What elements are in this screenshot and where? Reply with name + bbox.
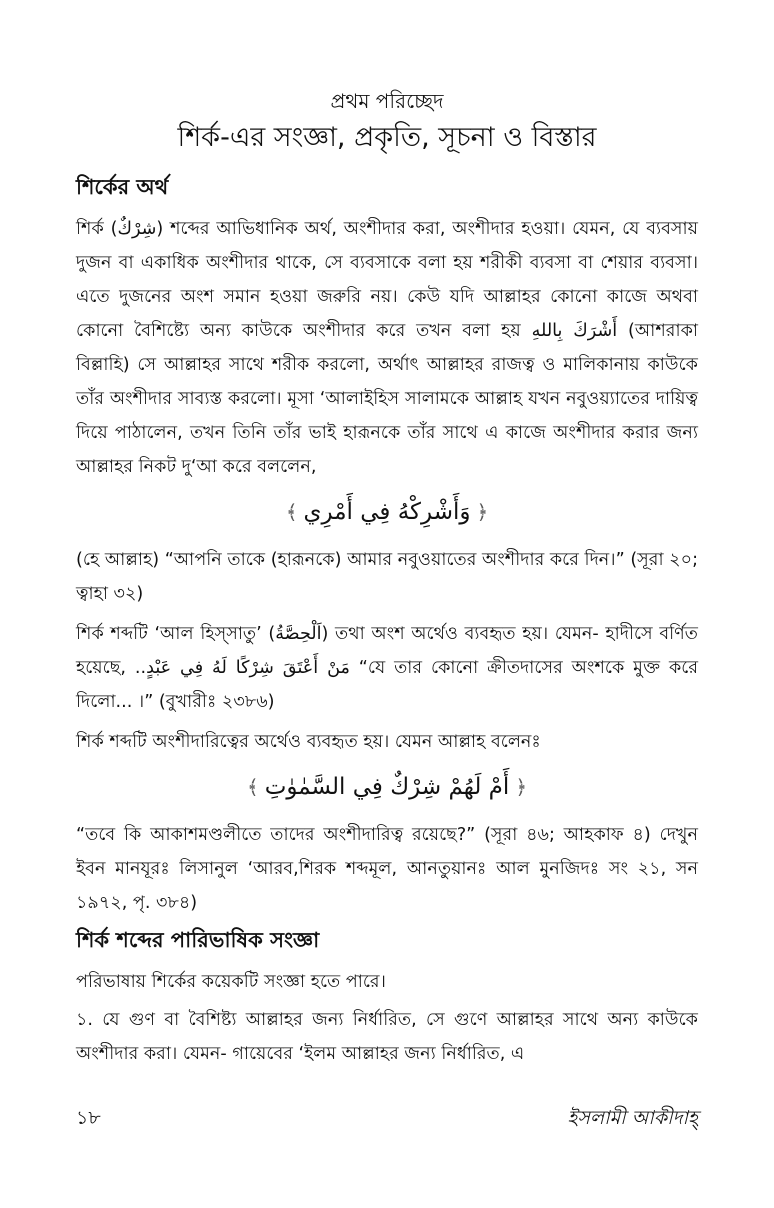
quran-verse-1 [76, 494, 698, 531]
page-number: ১৮ [76, 1107, 101, 1129]
paragraph-text: “যে তার কোনো ক্রীতদাসের অংশকে মুক্ত করে দিলো... ।” (বুখারীঃ ২৩৮৬) [76, 658, 698, 713]
chapter-label: প্রথম পরিচ্ছেদ [330, 89, 444, 113]
paragraph-text: শির্ক শব্দটি ‘আল হিস্সাতু’ ( [76, 624, 276, 645]
verse-translation-2: “তবে কি আকাশমণ্ডলীতে তাদের অংশীদারিত্ব রয়েছে?” (সূরা ৪৬; আহকাফ ৪) দেখুন ইবন মানযূরঃ লিসানুল ‘আরব,শিরক শব্দমূল, আনতুয়ানঃ আল মুনজিদঃ সং ২১, সন ১৯৭২, পৃ. ৩৮৪) [76, 825, 698, 914]
section-heading-meaning: শির্কের অর্থ [76, 175, 169, 200]
definition-item-1: ১. যে গুণ বা বৈশিষ্ট্য আল্লাহর জন্য নির্ধারিত, সে গুণে আল্লাহর সাথে অন্য কাউকে অংশীদার করা। যেমন- গায়েবের ‘ইলম আল্লাহর জন্য নির্ধারিত, এ [76, 1010, 698, 1065]
verse-text: أَمْ لَهُمْ شِرْكٌ فِي السَّمٰوٰتِ [264, 774, 510, 801]
chapter-title: শির্ক-এর সংজ্ঞা, প্রকৃতি, সূচনা ও বিস্তার [177, 122, 597, 153]
verse-ornament-icon: ﴾ [246, 775, 259, 800]
verse-translation-1: (হে আল্লাহ) “আপনি তাকে (হারূনকে) আমার নবুওয়াতের অংশীদার করে দিন।” (সূরা ২০; ত্বাহা ৩২) [76, 550, 698, 605]
page-footer [76, 1104, 698, 1136]
arabic-term: شِرْكٌ [117, 219, 157, 240]
paragraph-text: (আশরাকা বিল্লাহি) সে আল্লাহর সাথে শরীক করলো, অর্থাৎ আল্লাহর রাজত্ব ও মালিকানায় কাউকে তাঁর অংশীদার সাব্যস্ত করলো। মূসা ‘আলাইহিস সালামকে আল্লাহ যখন নবুওয়্যাতের দায়িত্ব দিয়ে পাঠালেন, তখন তিনি তাঁর ভাই হারূনকে তাঁর সাথে এ কাজে অংশীদার করার জন্য আল্লাহর নিকট দু‘আ করে বললেন, [76, 321, 698, 478]
paragraph-partnership: শির্ক শব্দটি অংশীদারিত্বের অর্থেও ব্যবহৃত হয়। যেমন আল্লাহ বলেনঃ [76, 732, 541, 753]
section-heading-definition: শির্ক শব্দের পারিভাষিক সংজ্ঞা [76, 928, 320, 953]
book-title: ইসলামী আকীদাহ্ [567, 1107, 698, 1129]
paragraph-text: ) তথা অংশ অর্থেও ব্যবহৃত হয়। যেমন- হাদীসে বর্ণিত হয়েছে, [76, 624, 698, 679]
quran-verse-2 [76, 769, 698, 806]
page-content [76, 88, 698, 1075]
paragraph-text: শির্ক ( [76, 219, 118, 240]
paragraph-meaning [76, 212, 698, 484]
arabic-phrase: أَشْرَكَ بِاللهِ [531, 321, 618, 342]
arabic-term: اَلْحِصَّةُ [275, 624, 322, 645]
verse-ornament-icon: ﴿ [476, 500, 489, 525]
definition-intro: পরিভাষায় শির্কের কয়েকটি সংজ্ঞা হতে পারে। [76, 972, 386, 993]
paragraph-text: ) শব্দের আভিধানিক অর্থ, অংশীদার করা, অংশীদার হওয়া। যেমন, যে ব্যবসায় দুজন বা একাধিক অংশীদার থাকে, সে ব্যবসাকে বলা হয় শরীকী ব্যবসা বা শেয়ার ব্যবসা। এতে দুজনের অংশ সমান হওয়া জরুরি নয়। কেউ যদি আল্লাহর কোনো কাজে অথবা কোনো বৈশিষ্ট্যে অন্য কাউকে অংশীদার করে তখন বলা হয় [76, 219, 698, 342]
verse-ornament-icon: ﴾ [285, 500, 298, 525]
paragraph-hissah [76, 617, 698, 719]
verse-ornament-icon: ﴿ [515, 775, 528, 800]
verse-text: وَأَشْرِكْهُ فِي أَمْرِي [303, 499, 471, 526]
arabic-hadith: مَنْ أَعْتَقَ شِرْكًا لَهُ فِي عَبْدٍ.. [134, 658, 350, 679]
